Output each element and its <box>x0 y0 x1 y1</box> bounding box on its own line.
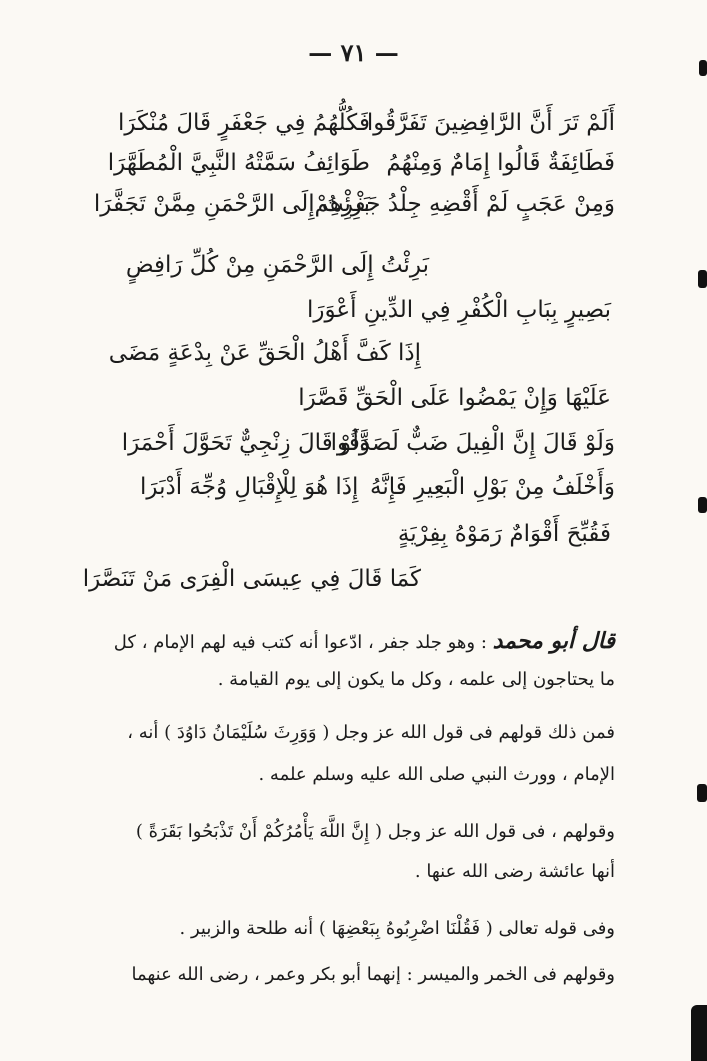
speaker-label: قال أبو محمد <box>492 628 615 654</box>
verse-1 <box>0 112 707 142</box>
paragraph-3-line-1: وقولهم ، فى قول الله عز وجل ( إِنَّ اللَّهَ يَأْمُرُكُمْ أَنْ تَذْبَحُوا بَقَرَةً ) <box>135 821 615 842</box>
verse-1-second-hemistich: فَكُلُّهُمُ فِي جَعْفَرٍ قَالَ مُنْكَرَا <box>117 110 370 136</box>
verse-1-first-hemistich: أَلَمْ تَرَ أَنَّ الرَّافِضِينَ تَفَرَّقُوا <box>366 110 615 136</box>
verse-9-second-hemistich: إِذَا هُوَ لِلْإِقْبَالِ وُجِّهَ أَدْبَرَا <box>140 474 359 500</box>
paragraph-1-line-2: ما يحتاجون إلى علمه ، وكل ما يكون إلى يوم القيامة . <box>217 669 615 690</box>
paragraph-1-text: : وهو جلد جفر ، ادّعوا أنه كتب فيه لهم الإمام ، كل <box>113 632 487 653</box>
verse-line-6: إِذَا كَفَّ أَهْلُ الْحَقِّ عَنْ بِدْعَةٍ مَضَى <box>108 340 421 366</box>
scan-edge-mark <box>698 497 707 513</box>
paragraph-2-line-2: الإمام ، وورث النبي صلى الله عليه وسلم علمه . <box>258 764 615 785</box>
page-number: — ٧١ — <box>308 38 399 67</box>
verse-line-4: بَرِئْتُ إِلَى الرَّحْمَنِ مِنْ كُلِّ رَافِضٍ <box>125 252 429 278</box>
paragraph-3-line-2: أنها عائشة رضى الله عنها . <box>414 861 615 882</box>
verse-line-10: فَقُبِّحَ أَقْوَامٌ رَمَوْهُ بِفِرْيَةٍ <box>397 521 611 547</box>
paragraph-2-line-1: فمن ذلك قولهم فى قول الله عز وجل ( وَوَرِثَ سُلَيْمَانُ دَاوُدَ ) أنه ، <box>127 722 615 743</box>
scan-edge-mark <box>699 60 707 76</box>
verse-2 <box>0 152 707 182</box>
paragraph-1-line-1 <box>114 630 615 652</box>
verse-8 <box>0 432 707 462</box>
verse-2-second-hemistich: طَوَائِفُ سَمَّتْهُ النَّبِيَّ الْمُطَهَّرَا <box>107 150 370 176</box>
verse-2-first-hemistich: فَطَائِفَةٌ قَالُوا إِمَامٌ وَمِنْهُمُ <box>386 150 615 176</box>
verse-line-7: عَلَيْهَا وَإِنْ يَمْضُوا عَلَى الْحَقِّ قَصَّرَا <box>298 385 611 411</box>
verse-3 <box>0 193 707 223</box>
verse-8-first-hemistich: وَلَوْ قَالَ إِنَّ الْفِيلَ ضَبٌّ لَصَدَّقُوا <box>330 430 615 456</box>
paragraph-5-line-1: وقولهم فى الخمر والميسر : إنهما أبو بكر وعمر ، رضى الله عنهما <box>131 964 615 985</box>
verse-line-11: كَمَا قَالَ فِي عِيسَى الْفِرَى مَنْ تَنَصَّرَا <box>82 566 421 592</box>
verse-9 <box>0 476 707 506</box>
verse-3-first-hemistich: وَمِنْ عَجَبٍ لَمْ أَقْضِهِ جِلْدُ جَفْرِهِمْ <box>314 191 615 217</box>
verse-9-first-hemistich: وَأَخْلَفُ مِنْ بَوْلِ الْبَعِيرِ فَإِنَّهُ <box>369 474 615 500</box>
scan-edge-mark <box>691 1005 707 1061</box>
verse-3-second-hemistich: بَرِئْتُ إِلَى الرَّحْمَنِ مِمَّنْ تَجَفَّرَا <box>93 191 370 217</box>
verse-8-second-hemistich: وَلَوْ قَالَ زِنْجِيٌّ تَحَوَّلَ أَحْمَرَا <box>121 430 370 456</box>
scan-edge-mark <box>698 270 707 288</box>
scan-edge-mark <box>697 784 707 802</box>
verse-line-5: بَصِيرٍ بِبَابِ الْكُفْرِ فِي الدِّينِ أَعْوَرَا <box>307 297 611 323</box>
paragraph-4-line-1: وفى قوله تعالى ( فَقُلْنَا اضْرِبُوهُ بِبَعْضِهَا ) أنه طلحة والزبير . <box>179 918 615 939</box>
